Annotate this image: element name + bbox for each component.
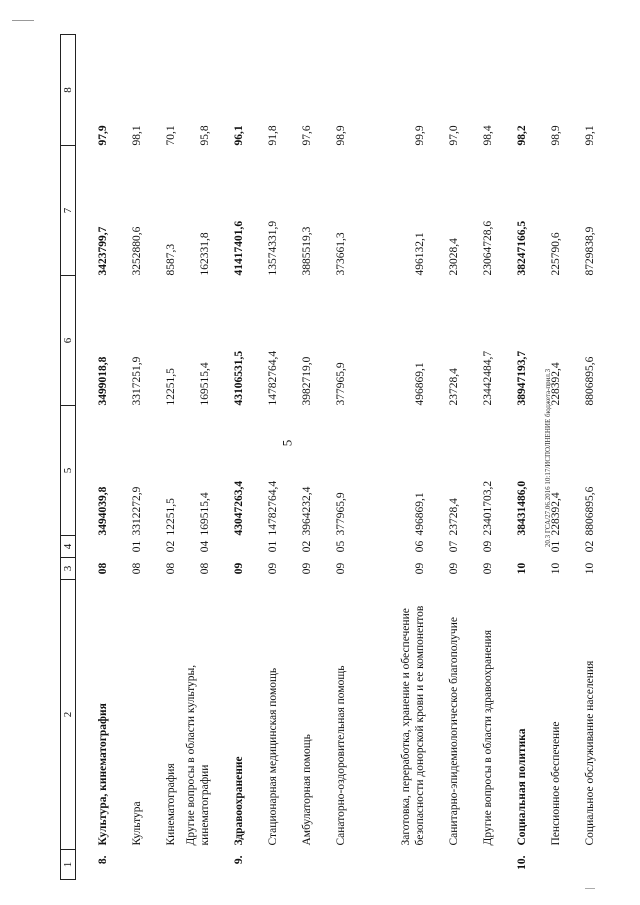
execution-percent: 98,4: [481, 125, 494, 146]
refined-amount: 14782764,4: [266, 350, 279, 406]
executed-amount: 38247166,5: [515, 220, 528, 276]
table-row: [76, 35, 110, 880]
execution-percent: 91,8: [266, 125, 279, 146]
row-name: Социальная политика: [515, 728, 528, 846]
row-number: [178, 850, 212, 880]
header-cell: 7: [61, 146, 76, 276]
section-code: 09: [232, 562, 245, 575]
section-code: 10: [549, 562, 562, 575]
table-row: [280, 35, 314, 880]
top-rule: [12, 20, 34, 21]
subsection-code: 07: [447, 540, 460, 553]
execution-percent: 98,1: [130, 125, 143, 146]
execution-percent: 98,2: [515, 125, 528, 146]
section-code: 10: [515, 562, 528, 575]
approved-amount: 23728,4: [447, 498, 460, 536]
header-cell: 6: [61, 276, 76, 406]
table-row: [348, 35, 427, 880]
refined-amount: 377965,9: [334, 362, 347, 406]
approved-amount: 8806895,6: [583, 486, 596, 536]
executed-amount: 3885519,3: [300, 226, 313, 276]
execution-percent: 99,9: [413, 125, 426, 146]
refined-amount: 12251,5: [164, 368, 177, 406]
header-cell: 1: [61, 850, 76, 880]
execution-percent: 96,1: [232, 125, 245, 146]
subsection-code: 09: [481, 540, 494, 553]
table-row: [144, 35, 178, 880]
refined-amount: 43106531,5: [232, 350, 245, 406]
subsection-code: 02: [300, 540, 313, 553]
executed-amount: 23064728,6: [481, 220, 494, 276]
refined-amount: 3982719,0: [300, 356, 313, 406]
row-name: Другие вопросы в области культуры, кинематографии: [184, 664, 211, 846]
header-cell: 5: [61, 406, 76, 536]
subsection-code: 01: [549, 540, 562, 553]
section-code: 08: [198, 562, 211, 575]
section-code: 10: [583, 562, 596, 575]
refined-amount: 23442484,7: [481, 350, 494, 406]
approved-amount: 377965,9: [334, 492, 347, 536]
table-row: [563, 35, 597, 880]
execution-percent: 95,8: [198, 125, 211, 146]
row-name: Культура, кинематография: [96, 703, 109, 846]
subsection-code: 02: [164, 540, 177, 553]
executed-amount: 162331,8: [198, 232, 211, 276]
execution-percent: 97,6: [300, 125, 313, 146]
budget-table: [60, 34, 597, 880]
refined-amount: 23728,4: [447, 368, 460, 406]
header-cell: 8: [61, 35, 76, 146]
refined-amount: 496869,1: [413, 362, 426, 406]
row-number: 9.: [232, 855, 245, 865]
row-name: Здравоохранение: [232, 756, 245, 846]
section-code: 09: [447, 562, 460, 575]
row-name: Социальное обслуживание населения: [583, 660, 596, 846]
execution-percent: 70,1: [164, 125, 177, 146]
row-number: [427, 850, 461, 880]
table-row: [529, 35, 563, 880]
header-cell: 4: [61, 536, 76, 558]
subsection-code: [495, 536, 529, 558]
refined-amount: 169515,4: [198, 362, 211, 406]
row-number: [246, 850, 280, 880]
approved-amount: 3964232,4: [300, 486, 313, 536]
row-number: [144, 850, 178, 880]
row-name: Амбулаторная помощь: [300, 734, 313, 846]
row-name: Кинематография: [164, 763, 177, 846]
executed-amount: 496132,1: [413, 232, 426, 276]
footer-filename: 20.3 ГСА/27.06.2016 10:17/ИСПОЛНЕНИЕ бюджета-прил.3: [544, 368, 552, 548]
row-number: 10.: [515, 855, 528, 870]
table-row: [110, 35, 144, 880]
row-number: [529, 850, 563, 880]
table-row: [212, 35, 246, 880]
row-number: [461, 850, 495, 880]
table-row: [178, 35, 212, 880]
row-name: Санаторно-оздоровительная помощь: [334, 665, 347, 846]
executed-amount: 8587,3: [164, 243, 177, 276]
section-code: 09: [413, 562, 426, 575]
approved-amount: 169515,4: [198, 492, 211, 536]
approved-amount: 14782764,4: [266, 480, 279, 536]
row-number: [348, 850, 427, 880]
subsection-code: 01: [266, 540, 279, 553]
execution-percent: 97,9: [96, 125, 109, 146]
row-name: Заготовка, переработка, хранение и обеспечение безопасности донорской крови и ее компонентов: [399, 605, 426, 846]
approved-amount: 3312272,9: [130, 486, 143, 536]
row-number: 8.: [96, 855, 109, 865]
page-number: 5: [279, 439, 295, 447]
subsection-code: [76, 536, 110, 558]
subsection-code: 06: [413, 540, 426, 553]
header-cell: 3: [61, 558, 76, 580]
subsection-code: 05: [334, 540, 347, 553]
corner-mark: [585, 888, 595, 889]
refined-amount: 8806895,6: [583, 356, 596, 406]
section-code: 09: [481, 562, 494, 575]
executed-amount: 3423799,7: [96, 226, 109, 276]
row-number: [110, 850, 144, 880]
executed-amount: 225790,6: [549, 232, 562, 276]
approved-amount: 23401703,2: [481, 480, 494, 536]
section-code: 09: [300, 562, 313, 575]
approved-amount: 496869,1: [413, 492, 426, 536]
execution-percent: 98,9: [334, 125, 347, 146]
execution-percent: 97,0: [447, 125, 460, 146]
executed-amount: 41417401,6: [232, 220, 245, 276]
table-row: [427, 35, 461, 880]
subsection-code: 04: [198, 540, 211, 553]
executed-amount: 3252880,6: [130, 226, 143, 276]
table-row: [246, 35, 280, 880]
refined-amount: 3499018,8: [96, 356, 109, 406]
table-row: [314, 35, 348, 880]
execution-percent: 98,9: [549, 125, 562, 146]
row-name: Другие вопросы в области здравоохранения: [481, 630, 494, 846]
approved-amount: 43047263,4: [232, 480, 245, 536]
refined-amount: 38947193,7: [515, 350, 528, 406]
row-name: Стационарная медицинская помощь: [266, 667, 279, 846]
row-name: Санитарно-эпидемиологическое благополучие: [447, 617, 460, 846]
subsection-code: [212, 536, 246, 558]
row-number: [563, 850, 597, 880]
row-name: Культура: [130, 801, 143, 846]
section-code: 09: [266, 562, 279, 575]
section-code: 09: [334, 562, 347, 575]
table-row: [495, 35, 529, 880]
row-number: [280, 850, 314, 880]
rotated-table-wrapper: [60, 35, 605, 880]
execution-percent: 99,1: [583, 125, 596, 146]
executed-amount: 373661,3: [334, 232, 347, 276]
refined-amount: 3317251,9: [130, 356, 143, 406]
approved-amount: 228392,4: [549, 492, 562, 536]
approved-amount: 3494039,8: [96, 486, 109, 536]
refined-amount: 228392,4: [549, 362, 562, 406]
approved-amount: 12251,5: [164, 498, 177, 536]
approved-amount: 38431486,0: [515, 480, 528, 536]
executed-amount: 23028,4: [447, 238, 460, 276]
row-name: Пенсионное обеспечение: [549, 721, 562, 846]
header-row: [61, 35, 76, 880]
header-cell: 2: [61, 580, 76, 850]
subsection-code: 01: [130, 540, 143, 553]
executed-amount: 8729838,9: [583, 226, 596, 276]
section-code: 08: [164, 562, 177, 575]
subsection-code: 02: [583, 540, 596, 553]
row-number: [314, 850, 348, 880]
section-code: 08: [96, 562, 109, 575]
table-row: [461, 35, 495, 880]
section-code: 08: [130, 562, 143, 575]
executed-amount: 13574331,9: [266, 220, 279, 276]
